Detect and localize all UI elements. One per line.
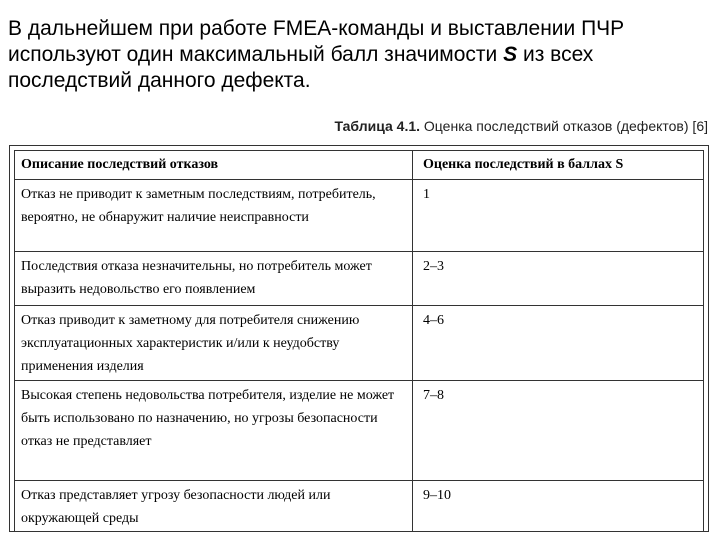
intro-text-start: В дальнейшем при работе FMEA-команды и выставлении ПЧР используют один максимальный балл значимости: [8, 17, 625, 66]
table-row: [15, 252, 704, 306]
table-row: [15, 381, 704, 481]
header-score: Оценка последствий в баллах S: [413, 151, 704, 180]
intro-paragraph: [8, 16, 716, 94]
table-caption-number: Таблица 4.1.: [334, 118, 421, 134]
table-frame: [9, 145, 709, 532]
table-caption: [334, 118, 708, 134]
row-description: Высокая степень недовольства потребителя, изделие не может быть использовано по назначению, но угрозы безопасности отказ не представляет: [15, 381, 413, 481]
row-score: 4–6: [413, 306, 704, 381]
intro-text-end: из всех последствий данного дефекта.: [8, 43, 594, 92]
row-score: 2–3: [413, 252, 704, 306]
table-row: [15, 306, 704, 381]
row-score: 1: [413, 180, 704, 252]
row-score: 7–8: [413, 381, 704, 481]
intro-symbol-s: S: [503, 43, 518, 66]
table-row: [15, 180, 704, 252]
row-description: Последствия отказа незначительны, но потребитель может выразить недовольство его появлением: [15, 252, 413, 306]
table-header-row: [15, 151, 704, 180]
table-row: [15, 481, 704, 532]
header-description: Описание последствий отказов: [15, 151, 413, 180]
row-description: Отказ представляет угрозу безопасности людей или окружающей среды: [15, 481, 413, 532]
row-description: Отказ не приводит к заметным последствиям, потребитель, вероятно, не обнаружит наличие неисправности: [15, 180, 413, 252]
effects-table: [14, 150, 704, 532]
row-score: 9–10: [413, 481, 704, 532]
row-description: Отказ приводит к заметному для потребителя снижению эксплуатационных характеристик и/или к неудобству применения изделия: [15, 306, 413, 381]
table-caption-text: Оценка последствий отказов (дефектов) [6]: [420, 118, 708, 134]
